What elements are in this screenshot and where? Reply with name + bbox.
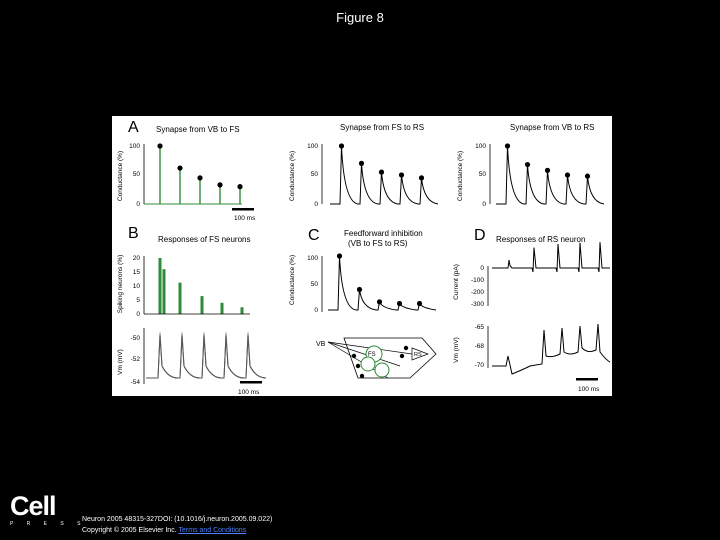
- scalebar-a: [232, 208, 254, 211]
- title-feedforward-sub: (VB to FS to RS): [348, 239, 408, 248]
- panel-letter-d: D: [474, 227, 486, 244]
- fs-neuron-2: [361, 357, 375, 371]
- title-fs-rs: Synapse from FS to RS: [340, 123, 425, 132]
- title-vb-rs: Synapse from VB to RS: [510, 123, 595, 132]
- logo-press: P R E S S: [10, 521, 87, 527]
- chart-fs-rs: [330, 143, 438, 204]
- scalebar-a-label: 100 ms: [234, 215, 256, 222]
- vb-rs-dot-4: [585, 174, 590, 179]
- scalebar-d-label: 100 ms: [578, 386, 600, 393]
- feedforward-dot-1: [357, 287, 362, 292]
- chart-rs-vm: [492, 324, 610, 374]
- vb-fs-dot-2: [197, 175, 202, 180]
- circuit-rs-label: RS: [414, 352, 422, 358]
- figure-panel: [112, 116, 612, 396]
- vb-fs-dot-0: [157, 143, 162, 148]
- panel-letter-c: C: [308, 227, 320, 244]
- footer: [82, 514, 272, 536]
- scalebar-d: [576, 378, 598, 381]
- vb-fs-dot-4: [237, 184, 242, 189]
- tick-a1-50: 50: [132, 171, 140, 178]
- vb-fs-dot-1: [177, 165, 182, 170]
- tick-a1-100: 100: [129, 143, 140, 150]
- title-feedforward: Feedforward inhibition: [344, 229, 423, 238]
- vb-rs-dot-3: [565, 172, 570, 177]
- title-fs-responses: Responses of FS neurons: [158, 235, 251, 244]
- fs-spiking-bar-3: [201, 296, 204, 314]
- tick-sp-20: 20: [132, 255, 140, 262]
- terms-link[interactable]: Terms and Conditions: [178, 527, 247, 534]
- vb-rs-dot-0: [505, 143, 510, 148]
- ylabel-a2: Conductance (%): [289, 150, 296, 202]
- ylabel-a3: Conductance (%): [457, 150, 464, 202]
- fs-spiking-bar-4: [221, 303, 224, 314]
- slide-title: Figure 8: [336, 10, 384, 25]
- circuit-diagram: [316, 338, 436, 378]
- fs-rs-dot-4: [419, 175, 424, 180]
- rs-current-trace: [492, 242, 610, 272]
- vb-fs-dot-3: [217, 182, 222, 187]
- chart-vb-rs: [496, 143, 604, 204]
- title-rs-responses: Responses of RS neuron: [496, 235, 586, 244]
- tick-a2-0: 0: [314, 201, 318, 208]
- tick-cur-100: -100: [470, 277, 484, 284]
- circuit-fs-label: FS: [368, 352, 376, 358]
- tick-vmd-70: -70: [474, 362, 484, 369]
- ylabel-c: Conductance (%): [289, 254, 296, 306]
- tick-cur-300: -300: [470, 301, 484, 308]
- fs-vm-trace-2: [146, 336, 266, 378]
- tick-c-100: 100: [307, 255, 318, 262]
- logo-word: Cell: [10, 491, 56, 521]
- tick-vmb-54: -54: [130, 379, 140, 386]
- scalebar-b-label: 100 ms: [238, 389, 260, 396]
- tick-sp-15: 15: [132, 269, 140, 276]
- feedforward-dot-4: [417, 301, 422, 306]
- fs-rs-dot-3: [399, 172, 404, 177]
- fs-spiking-bar-5: [241, 307, 244, 314]
- citation-text: Neuron 2005 48315-327DOI: (10.1016/j.neuron.2005.09.022): [82, 516, 273, 523]
- synapse-dot-3: [360, 374, 364, 378]
- fs-rs-dot-2: [379, 170, 384, 175]
- fs-rs-dot-0: [339, 143, 344, 148]
- circuit-vb-label: VB: [316, 341, 326, 348]
- panel-letter-b: B: [128, 225, 139, 242]
- tick-c-50: 50: [310, 281, 318, 288]
- ylabel-current: Current (pA): [453, 264, 460, 300]
- copyright-text: Copyright © 2005 Elsevier Inc.: [82, 527, 177, 534]
- title-vb-fs: Synapse from VB to FS: [156, 125, 240, 134]
- tick-a2-100: 100: [307, 143, 318, 150]
- chart-vb-fs: [157, 143, 242, 204]
- tick-a3-100: 100: [475, 143, 486, 150]
- tick-vmd-65: -65: [474, 324, 484, 331]
- tick-sp-10: 10: [132, 283, 140, 290]
- tick-vmb-50: -50: [130, 335, 140, 342]
- figure-svg: [112, 116, 612, 396]
- cell-press-logo: [10, 492, 86, 528]
- rs-vm-trace: [492, 324, 610, 374]
- tick-sp-0: 0: [136, 311, 140, 318]
- fs-neuron-3: [375, 363, 389, 377]
- tick-vmb-52: -52: [130, 356, 140, 363]
- feedforward-dot-0: [337, 253, 342, 258]
- tick-sp-5: 5: [136, 297, 140, 304]
- fs-spiking-bar-0: [159, 258, 162, 314]
- feedforward-dot-2: [377, 299, 382, 304]
- tick-a1-0: 0: [136, 201, 140, 208]
- tick-cur-200: -200: [470, 289, 484, 296]
- panel-letter-a: A: [128, 119, 139, 136]
- fs-spiking-bar-1: [163, 269, 166, 314]
- synapse-dot-4: [404, 346, 408, 350]
- tick-c-0: 0: [314, 307, 318, 314]
- circuit-outline: [344, 338, 436, 378]
- tick-cur-0: 0: [480, 265, 484, 272]
- synapse-dot-1: [352, 354, 356, 358]
- vb-rs-dot-2: [545, 168, 550, 173]
- ylabel-vm-d: Vm (mV): [453, 337, 460, 363]
- fs-spiking-bar-2: [179, 283, 182, 314]
- tick-a2-50: 50: [310, 171, 318, 178]
- vb-rs-dot-1: [525, 162, 530, 167]
- fs-rs-line: [330, 146, 438, 204]
- chart-feedforward: [328, 253, 436, 310]
- ylabel-a1: Conductance (%): [117, 150, 124, 202]
- copyright-line: [82, 525, 272, 536]
- tick-a3-50: 50: [478, 171, 486, 178]
- tick-vmd-68: -68: [474, 343, 484, 350]
- chart-rs-current: [492, 242, 610, 272]
- chart-fs-vm: [146, 332, 266, 378]
- feedforward-dot-3: [397, 301, 402, 306]
- fs-rs-dot-1: [359, 161, 364, 166]
- synapse-dot-5: [400, 354, 404, 358]
- synapse-dot-2: [356, 364, 360, 368]
- ylabel-vm-b: Vm (mV): [117, 349, 124, 375]
- tick-a3-0: 0: [482, 201, 486, 208]
- scalebar-b: [240, 381, 262, 384]
- ylabel-spiking: Spiking neurons (%): [117, 254, 124, 314]
- chart-fs-responses: [159, 258, 244, 314]
